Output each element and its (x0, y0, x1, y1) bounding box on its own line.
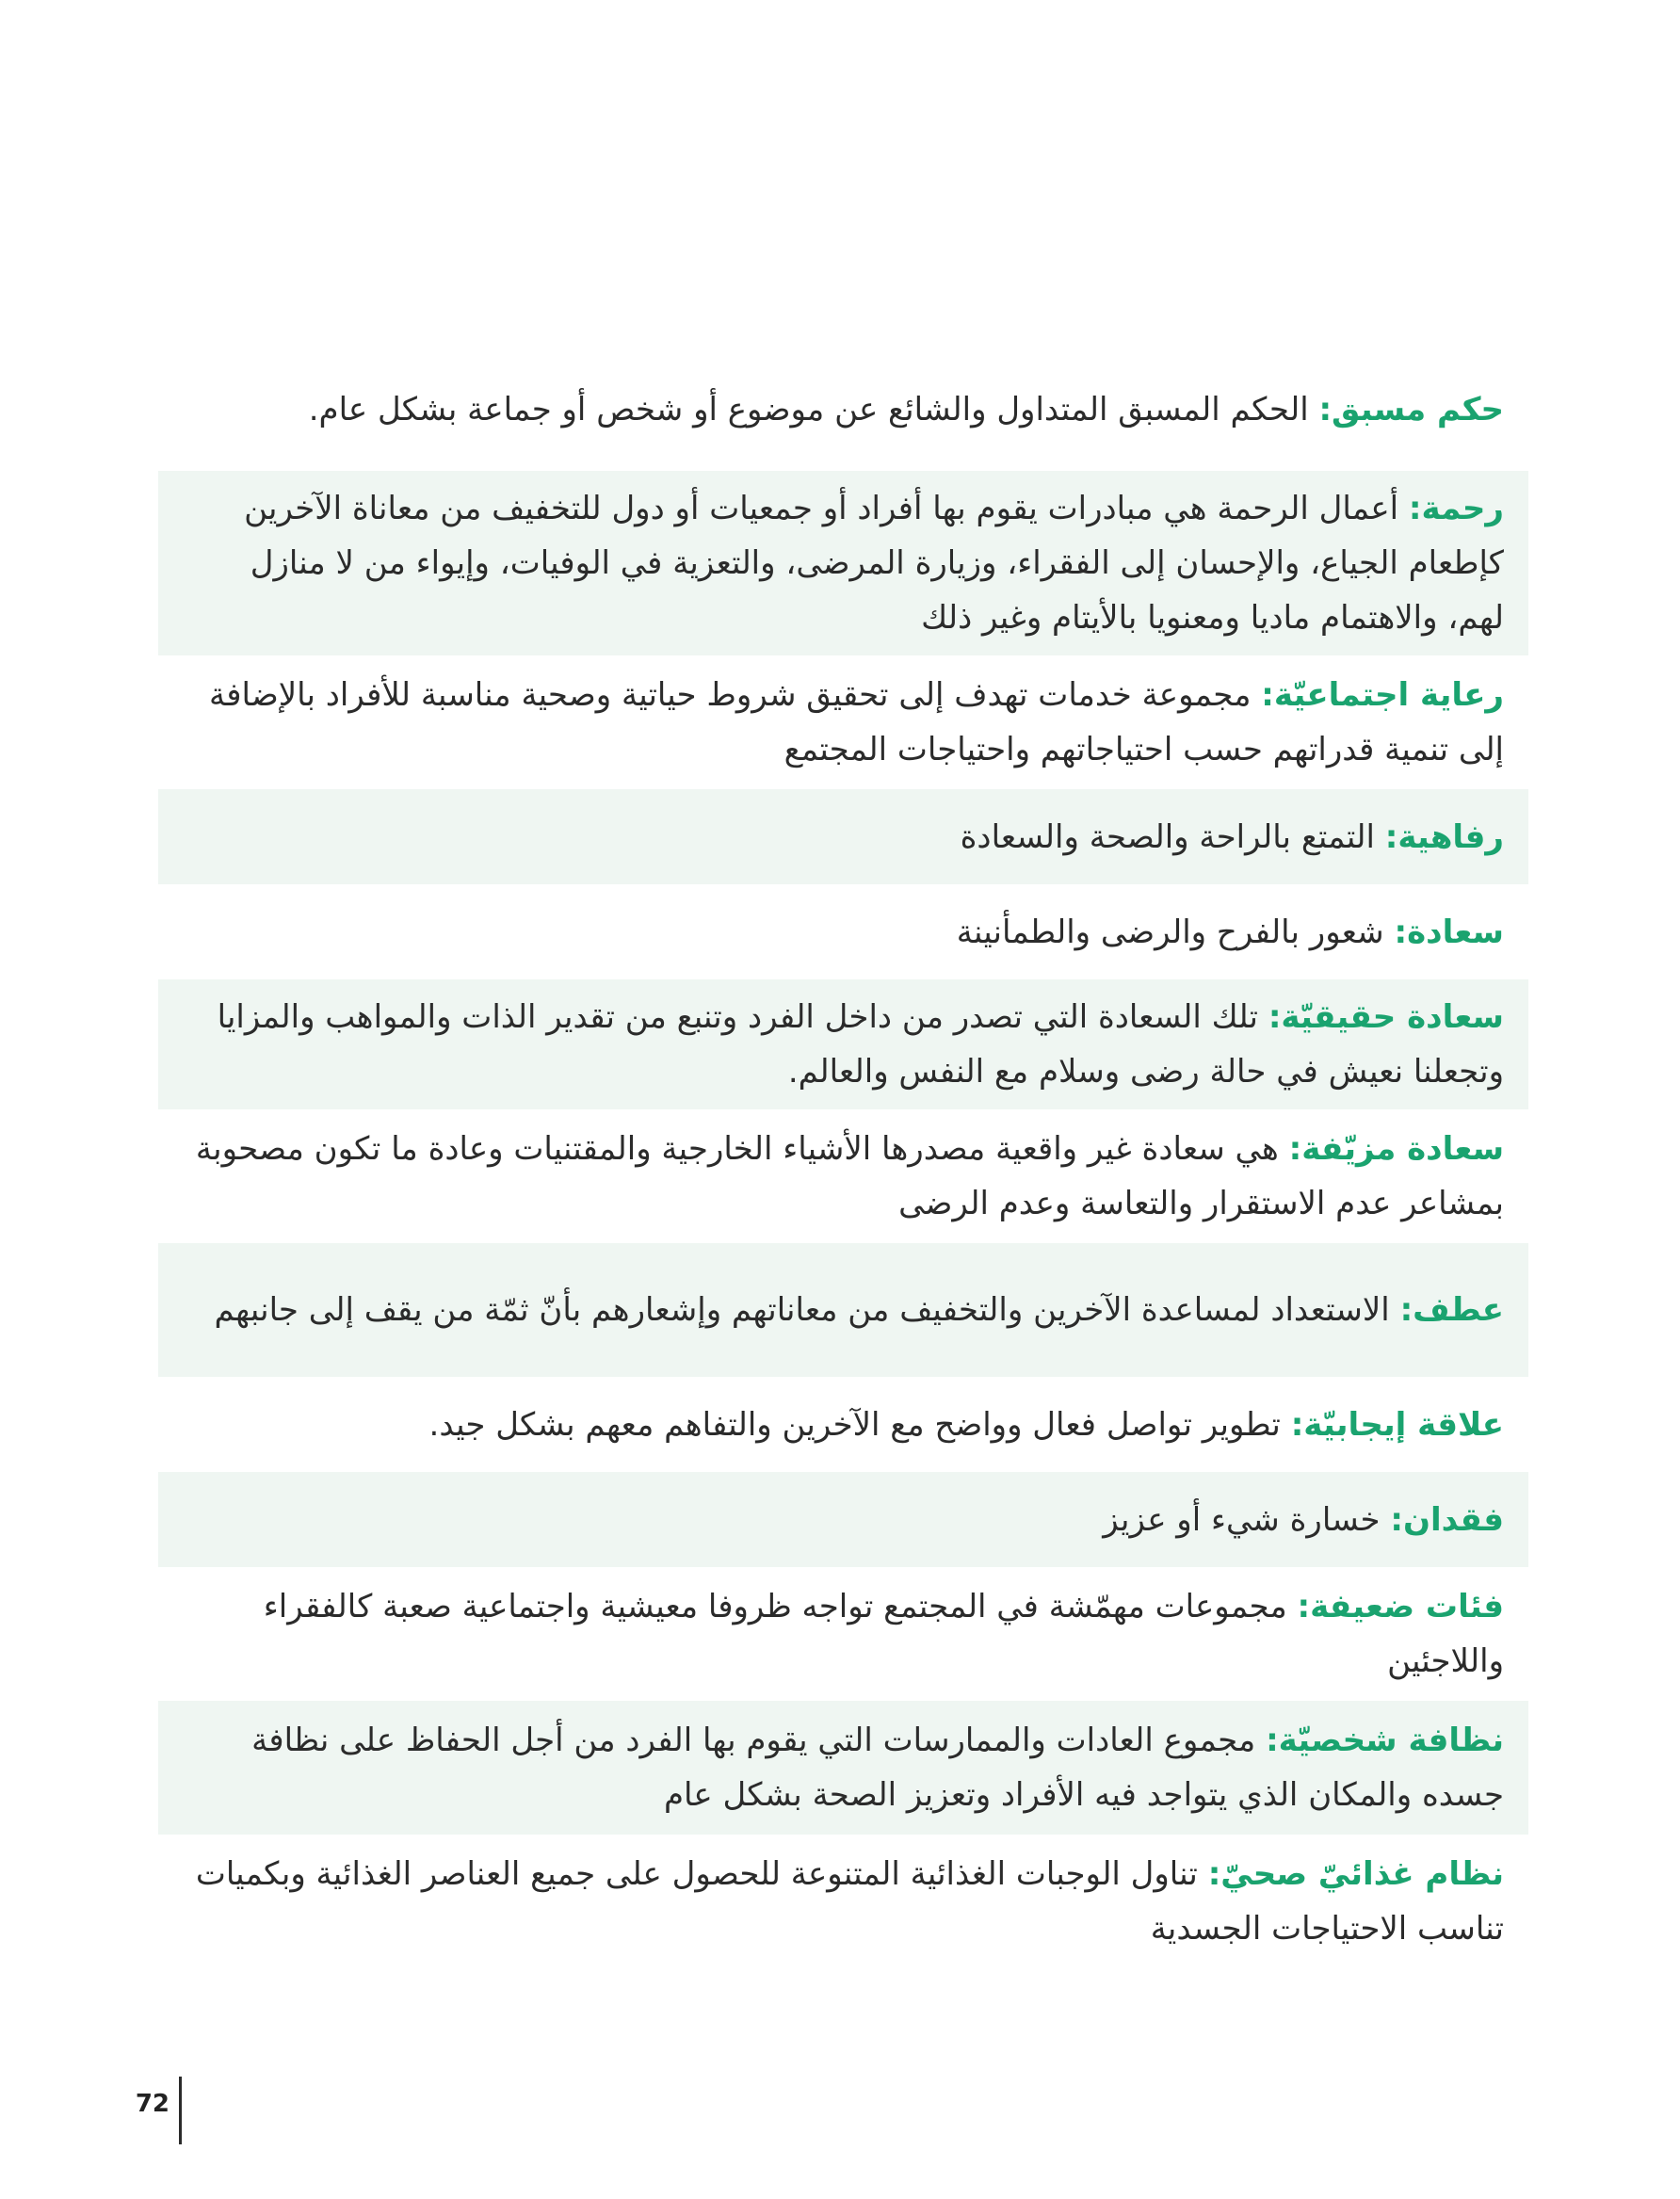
glossary-list (158, 348, 1528, 1968)
glossary-term: فقدان: (1390, 1500, 1504, 1539)
glossary-term: علاقة إيجابيّة: (1290, 1405, 1504, 1444)
glossary-term: نظام غذائيّ صحيّ: (1207, 1855, 1504, 1893)
glossary-definition: هي سعادة غير واقعية مصدرها الأشياء الخارجية والمقتنيات وعادة ما تكون مصحوبة بمشاعر عدم الاستقرار والتعاسة وعدم الرضى (195, 1130, 1504, 1222)
glossary-entry-vulnerable-groups (158, 1567, 1528, 1701)
glossary-entry-fake-happiness (158, 1109, 1528, 1243)
glossary-definition: شعور بالفرح والرضى والطمأنينة (956, 913, 1384, 951)
glossary-entry-compassion (158, 1243, 1528, 1377)
glossary-term: عطف: (1399, 1291, 1504, 1329)
glossary-definition: الاستعداد لمساعدة الآخرين والتخفيف من معاناتهم وإشعارهم بأنّ ثمّة من يقف إلى جانبهم (214, 1291, 1390, 1329)
glossary-term: حكم مسبق: (1318, 391, 1504, 428)
glossary-definition: التمتع بالراحة والصحة والسعادة (960, 817, 1375, 856)
glossary-entry-happiness (158, 884, 1528, 979)
glossary-definition: تلك السعادة التي تصدر من داخل الفرد وتنبع من تقدير الذات والمواهب والمزايا وتجعلنا نعيش في حالة رضى وسلام مع النفس والعالم. (217, 998, 1504, 1091)
glossary-term: رفاهية: (1384, 817, 1504, 856)
glossary-definition: مجموعة خدمات تهدف إلى تحقيق شروط حياتية وصحية مناسبة للأفراد بالإضافة إلى تنمية قدراتهم حسب احتياجاتهم واحتياجات المجتمع (209, 676, 1504, 768)
glossary-entry-positive-relationship (158, 1377, 1528, 1472)
footer-divider (179, 2077, 182, 2144)
glossary-term: رحمة: (1408, 490, 1504, 527)
glossary-definition: مجموع العادات والممارسات التي يقوم بها الفرد من أجل الحفاظ على نظافة جسده والمكان الذي يتواجد فيه الأفراد وتعزيز الصحة بشكل عام (251, 1722, 1504, 1814)
glossary-entry-social-care (158, 655, 1528, 789)
glossary-entry-welfare (158, 789, 1528, 884)
glossary-term: رعاية اجتماعيّة: (1261, 676, 1504, 714)
glossary-definition: أعمال الرحمة هي مبادرات يقوم بها أفراد أو جمعيات أو دول للتخفيف من معاناة الآخرين كإطعام الجياع، والإحسان إلى الفقراء، وزيارة المرضى، والتعزية في الوفيات، وإيواء من لا منازل لهم، والاهتمام ماديا ومعنويا بالأيتام وغير ذلك (244, 490, 1504, 637)
glossary-term: نظافة شخصيّة: (1266, 1722, 1504, 1759)
glossary-entry-loss (158, 1472, 1528, 1567)
glossary-entry-healthy-diet (158, 1835, 1528, 1968)
glossary-entry-mercy (158, 471, 1528, 655)
glossary-term: سعادة مزيّفة: (1288, 1130, 1504, 1168)
glossary-definition: تناول الوجبات الغذائية المتنوعة للحصول على جميع العناصر الغذائية وبكميات تناسب الاحتياجات الجسدية (195, 1855, 1504, 1948)
glossary-definition: تطوير تواصل فعال وواضح مع الآخرين والتفاهم معهم بشكل جيد. (428, 1405, 1281, 1444)
glossary-definition: خسارة شيء أو عزيز (1103, 1500, 1381, 1539)
glossary-term: سعادة حقيقيّة: (1268, 998, 1504, 1036)
glossary-entry-true-happiness (158, 979, 1528, 1109)
glossary-definition: مجموعات مهمّشة في المجتمع تواجه ظروفا معيشية واجتماعية صعبة كالفقراء واللاجئين (263, 1588, 1504, 1680)
glossary-definition: الحكم المسبق المتداول والشائع عن موضوع أو شخص أو جماعة بشكل عام. (308, 391, 1309, 428)
glossary-entry-personal-hygiene (158, 1701, 1528, 1835)
page-footer (94, 2077, 182, 2161)
glossary-term: سعادة: (1394, 913, 1504, 951)
glossary-entry-prejudice (158, 348, 1528, 471)
page-number: 72 (135, 2090, 170, 2118)
glossary-term: فئات ضعيفة: (1297, 1588, 1504, 1625)
